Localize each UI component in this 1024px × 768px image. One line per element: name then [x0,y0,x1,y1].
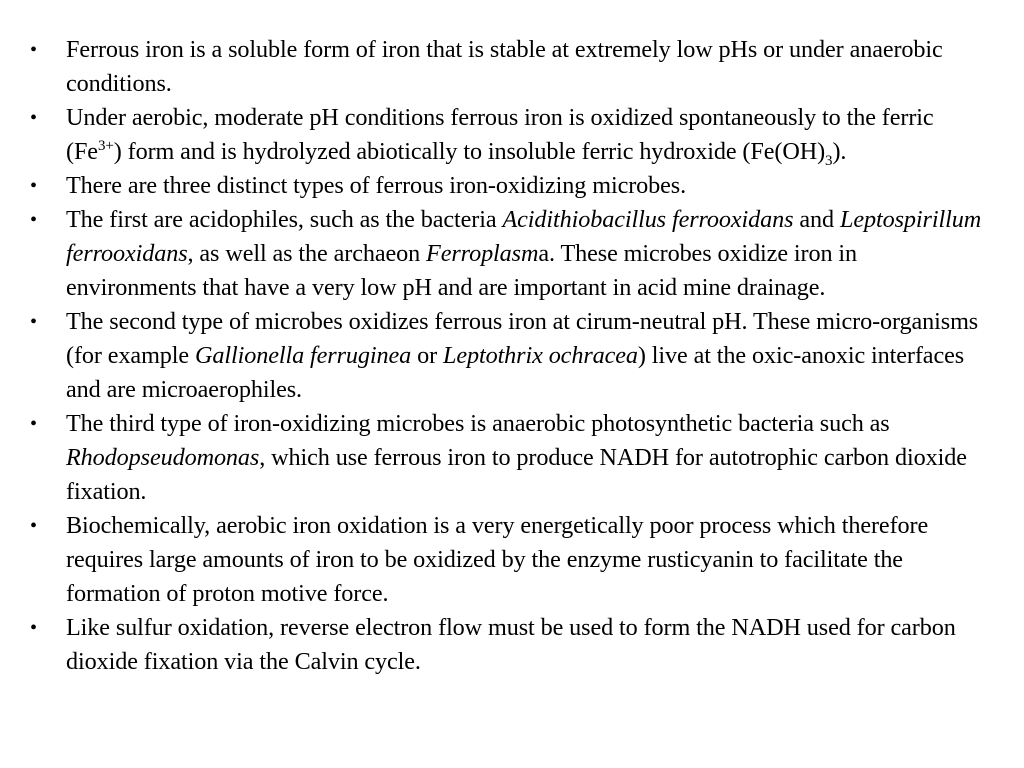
bullet-item [30,611,990,679]
text-run: Under aerobic, moderate pH conditions ferrous iron is oxidized spontaneously to the ferric (Fe [66,104,934,165]
bullet-dot-icon: • [30,311,37,333]
bullet-list [30,33,990,679]
bullet-item [30,101,990,169]
species-name: Leptothrix ochracea [442,342,638,369]
bullet-item [30,169,990,203]
bullet-dot-icon: • [30,515,37,537]
subscript: 3 [825,152,833,169]
text-run: There are three distinct types of ferrous iron-oxidizing microbes. [66,172,687,199]
bullet-text [66,206,981,301]
bullet-text [66,308,978,403]
superscript: 3+ [97,137,114,154]
text-run: Ferrous iron is a soluble form of iron that is stable at extremely low pHs or under anaerobic conditions. [66,36,943,97]
species-name: Gallionella ferruginea [194,342,412,369]
text-run: ) live at the oxic-anoxic interfaces and are microaerophiles. [66,342,965,403]
bullet-dot-icon: • [30,39,37,61]
species-name: Rhodopseudomonas [66,444,260,471]
bullet-text [66,512,928,607]
text-run: Like sulfur oxidation, reverse electron flow must be used to form the NADH used for carbon dioxide fixation via the Calvin cycle. [66,614,956,675]
bullet-dot-icon: • [30,175,37,197]
text-run: and [793,206,840,233]
bullet-text [66,614,956,675]
species-name: Acidithiobacillus ferrooxidans [502,206,794,233]
text-run: , as well as the archaeon [187,240,427,267]
bullet-item [30,305,990,407]
bullet-text [66,104,934,169]
bullet-item [30,509,990,611]
bullet-dot-icon: • [30,413,37,435]
bullet-dot-icon: • [30,107,37,129]
species-name: Ferroplasm [426,240,539,267]
bullet-text [66,36,943,97]
text-run: or [411,342,443,369]
text-run: a. These microbes oxidize iron in environments that have a very low pH and are important in acid mine drainage. [66,240,858,301]
bullet-item [30,203,990,305]
bullet-dot-icon: • [30,209,37,231]
bullet-text [66,172,686,199]
text-run: , which use ferrous iron to produce NADH for autotrophic carbon dioxide fixation. [66,444,967,505]
text-run: ). [832,138,847,165]
bullet-item [30,33,990,101]
bullet-item [30,407,990,509]
bullet-text [66,410,967,505]
text-run: The second type of microbes oxidizes ferrous iron at cirum-neutral pH. These micro-organisms (for example [66,308,979,369]
text-run: Biochemically, aerobic iron oxidation is a very energetically poor process which therefore requires large amounts of iron to be oxidized by the enzyme rusticyanin to facilitate the formation of proton motive force. [66,512,929,607]
bullet-dot-icon: • [30,617,37,639]
species-name: Leptospirillum ferrooxidans [66,206,982,267]
text-run: The third type of iron-oxidizing microbes is anaerobic photosynthetic bacteria such as [66,410,890,437]
text-run: The first are acidophiles, such as the bacteria [66,206,503,233]
text-run: ) form and is hydrolyzed abiotically to insoluble ferric hydroxide (Fe(OH) [113,138,826,165]
